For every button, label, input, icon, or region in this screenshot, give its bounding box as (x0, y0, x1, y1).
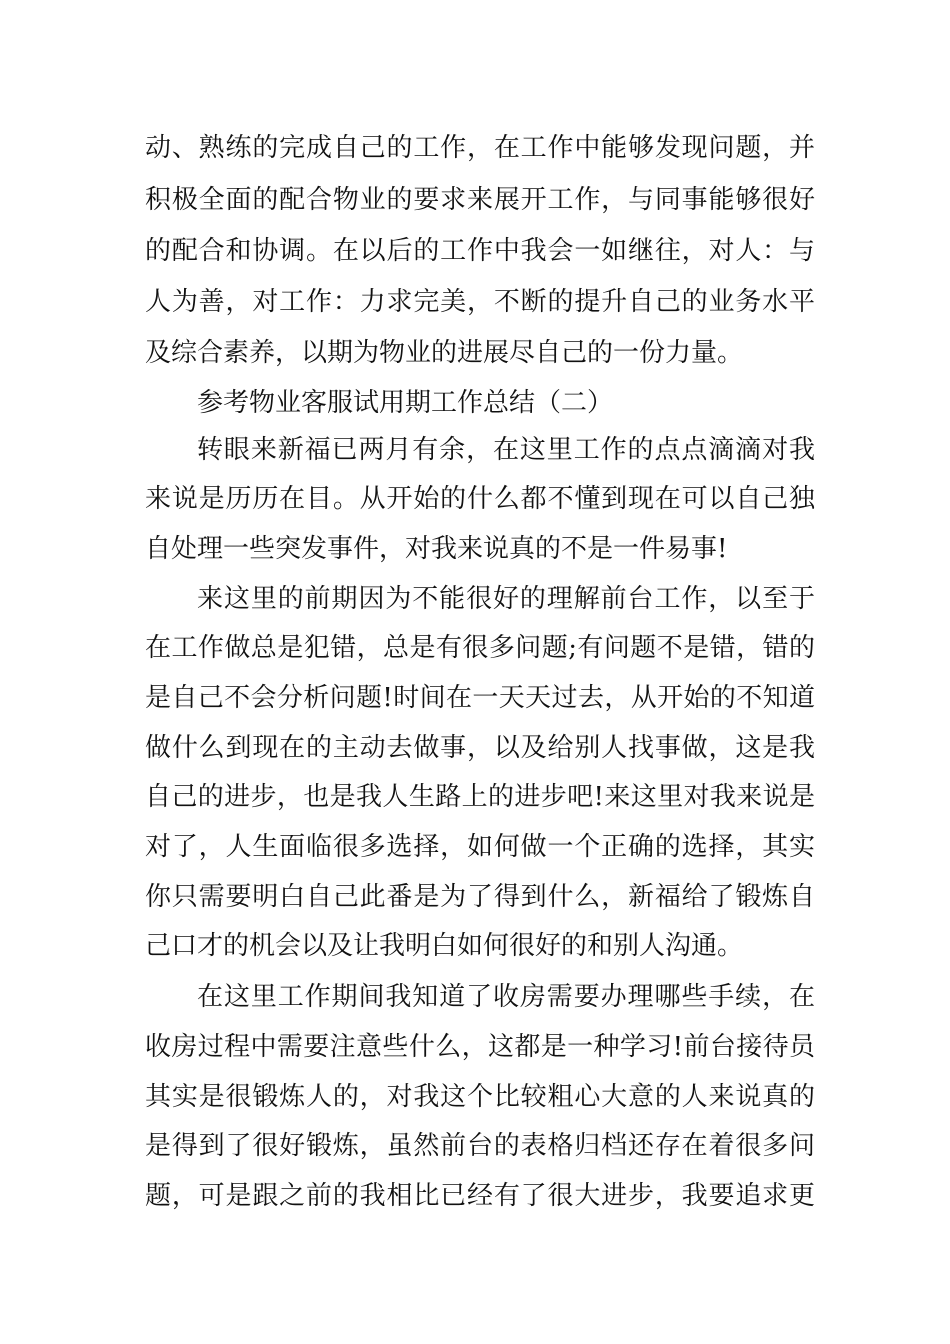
text-line: 自处理一些突发事件，对我来说真的不是一件易事! (145, 534, 728, 564)
text-line: 积极全面的配合物业的要求来展开工作，与同事能够很好 (145, 185, 815, 215)
text-line: 及综合素养，以期为物业的进展尽自己的一份力量。 (145, 338, 744, 368)
text-line: 动、熟练的完成自己的工作，在工作中能够发现问题，并 (145, 133, 815, 163)
text-line: 是自己不会分析问题!时间在一天天过去，从开始的不知道 (145, 683, 815, 713)
section-heading: 参考物业客服试用期工作总结（二） (197, 388, 614, 418)
text-line: 是得到了很好锻炼，虽然前台的表格归档还存在着很多问 (145, 1131, 815, 1161)
text-line: 对了，人生面临很多选择，如何做一个正确的选择，其实 (145, 832, 815, 862)
text-line: 收房过程中需要注意些什么，这都是一种学习!前台接待员 (145, 1032, 815, 1062)
text-line: 在这里工作期间我知道了收房需要办理哪些手续，在 (197, 982, 815, 1012)
text-line: 你只需要明白自己此番是为了得到什么，新福给了锻炼自 (145, 882, 815, 912)
text-line: 的配合和协调。在以后的工作中我会一如继往，对人：与 (145, 236, 815, 266)
text-line: 自己的进步，也是我人生路上的进步吧!来这里对我来说是 (145, 782, 815, 812)
text-line: 来这里的前期因为不能很好的理解前台工作，以至于 (197, 584, 815, 614)
text-line: 己口才的机会以及让我明白如何很好的和别人沟通。 (145, 931, 744, 961)
text-line: 转眼来新福已两月有余，在这里工作的点点滴滴对我 (197, 435, 815, 465)
text-line: 做什么到现在的主动去做事，以及给别人找事做，这是我 (145, 733, 815, 763)
text-line: 在工作做总是犯错，总是有很多问题;有问题不是错，错的 (145, 633, 815, 663)
text-line: 题，可是跟之前的我相比已经有了很大进步，我要追求更 (145, 1181, 815, 1211)
text-line: 人为善，对工作：力求完美，不断的提升自己的业务水平 (145, 287, 815, 317)
text-line: 来说是历历在目。从开始的什么都不懂到现在可以自己独 (145, 484, 815, 514)
text-line: 其实是很锻炼人的，对我这个比较粗心大意的人来说真的 (145, 1082, 815, 1112)
